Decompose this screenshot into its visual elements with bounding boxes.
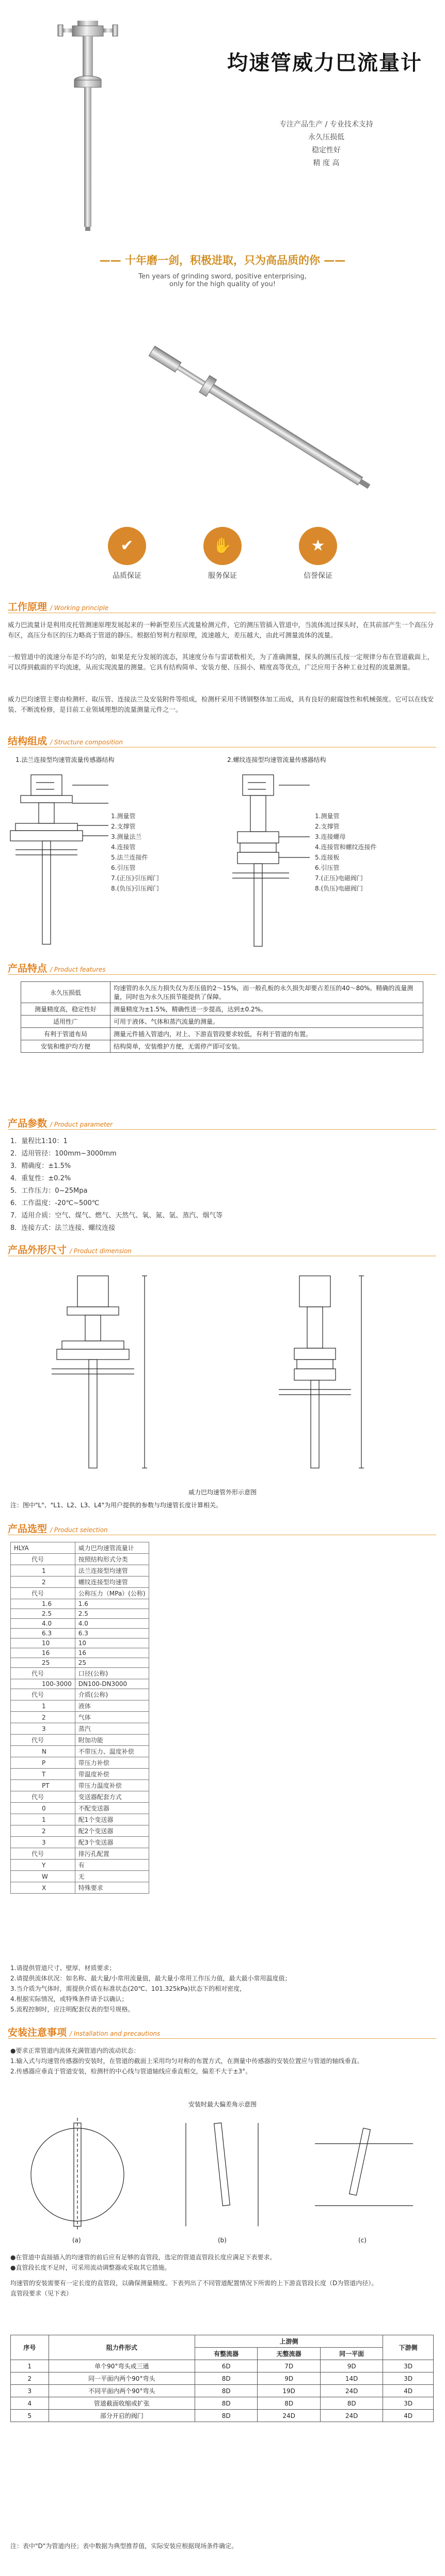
selection-note: 5.流程控制时，应注明配套仪表的型号规格。	[10, 2006, 134, 2013]
table-footnote: 注：表中"D"为管道内径；表中数据为典型推荐值，实际安装应根据现场条件确定。	[10, 2542, 238, 2550]
part-label: 3.连接螺母	[315, 833, 346, 840]
selection-desc: 4.0	[75, 1619, 149, 1629]
install-label-b: (b)	[218, 2237, 227, 2244]
part-label: 7.(正压)电磁阀门	[315, 875, 363, 882]
part-label: 2.支撑管	[315, 823, 340, 830]
selection-row	[11, 1825, 149, 1837]
selection-note: 3.当介质为气体时，需提供介质在标准状态(20℃、101.325kPa)状态下的相对密度，	[10, 1985, 246, 1992]
selection-code: 3	[11, 1723, 75, 1735]
install-intro: ●要求正常管道内流体充满管道内的流动状态：	[10, 2047, 140, 2054]
selection-desc: DN100-DN3000	[75, 1679, 149, 1689]
param-item: 1．量程比1:10：1	[10, 1137, 68, 1145]
install-notes	[10, 2252, 434, 2299]
table-row: 1 单个90°弯头或三通 6D 7D 9D 3D	[11, 2360, 434, 2372]
part-label: 8.(负压)引压阀门	[111, 885, 159, 892]
selection-row	[11, 1648, 149, 1658]
selection-code: HLYA	[11, 1542, 75, 1554]
selection-code: 6.3	[11, 1629, 75, 1638]
part-label: 2.支撑管	[111, 823, 136, 830]
table-row: 有利于管道布局 测量元件插入管道内，对上、下游直管段要求较低，有利于管道的布置。	[21, 1028, 423, 1040]
table-row: 5 部分开启的阀门 8D 24D 24D 4D	[11, 2410, 434, 2422]
selection-code: Y	[11, 1860, 75, 1871]
section-title: 产品外形尺寸	[8, 1244, 67, 1256]
selection-code: 代号	[11, 1735, 75, 1746]
selection-desc: 10	[75, 1638, 149, 1648]
selection-desc: 带压力温度补偿	[75, 1780, 149, 1791]
param-item: 7．适用介质：空气、煤气、燃气、天然气、氧、氮、氩、蒸汽、烟气等	[10, 1212, 223, 1220]
selection-desc: 2.5	[75, 1609, 149, 1619]
selection-desc: 不带压力、温度补偿	[75, 1746, 149, 1757]
install-label-c: (c)	[358, 2237, 367, 2244]
section-install-heading	[8, 2025, 436, 2039]
tagline-2: 永久压损低	[308, 133, 344, 142]
part-label: 7.(正压)引压阀门	[111, 875, 159, 882]
selection-code: 代号	[11, 1689, 75, 1700]
selection-row	[11, 1791, 149, 1803]
selection-desc: 按照结构形式分类	[75, 1554, 149, 1565]
selection-row	[11, 1871, 149, 1882]
selection-desc: 有	[75, 1860, 149, 1871]
selection-code: 3	[11, 1837, 75, 1848]
selection-code: 2	[11, 1825, 75, 1837]
table-row: 有整流器 无整流器 同一平面	[11, 2348, 434, 2360]
selection-row	[11, 1668, 149, 1679]
param-item: 2．适用管径：100mm~3000mm	[10, 1150, 117, 1158]
tagline-1: 专注产品生产 / 专业技术支持	[279, 120, 373, 129]
selection-desc: 介质(公称)	[75, 1689, 149, 1700]
section-title: 安装注意事项	[8, 2027, 67, 2038]
section-title: 产品参数	[8, 1118, 47, 1129]
selection-row	[11, 1689, 149, 1700]
table-row: 4 管道截面收缩或扩张 8D 8D 8D 3D	[11, 2397, 434, 2410]
selection-row	[11, 1780, 149, 1791]
selection-code: 0	[11, 1803, 75, 1814]
install-note: ●在管道中直接插入的均速管的前后应有足够的直管段，选定的管道直管段长度应满足下表要求。	[10, 2254, 276, 2261]
principle-paragraph-1: 威力巴流量计是利用皮托管测速原理发展起来的一种新型差压式流量检测元件，它的测压管插入管道中，当流体流过探头时，在其前部产生一个高压分布区，高压分布区的压力略高于管道的静压。根据伯努利方程原理，流速越大，差压越大，由此可测量流体的流量。	[8, 621, 434, 639]
selection-code: 1	[11, 1700, 75, 1712]
feature-icons	[0, 527, 445, 589]
selection-desc: 配3个变送器	[75, 1837, 149, 1848]
selection-row	[11, 1609, 149, 1619]
selection-code: 代号	[11, 1791, 75, 1803]
selection-desc: 公称压力（MPa）(公称)	[75, 1588, 149, 1599]
selection-desc: 配2个变送器	[75, 1825, 149, 1837]
selection-desc: 附加功能	[75, 1735, 149, 1746]
selection-desc: 带温度补偿	[75, 1769, 149, 1780]
selection-desc: 液体	[75, 1700, 149, 1712]
install-label-a: (a)	[72, 2237, 81, 2244]
selection-row	[11, 1679, 149, 1689]
section-subtitle: / Installation and precautions	[70, 2030, 161, 2037]
selection-code: 代号	[11, 1848, 75, 1860]
selection-code: 16	[11, 1648, 75, 1658]
table-row: 永久压损低 均速管的永久压力损失仅为差压值的2～15%，而一般孔板的永久损失却要占差压的40～80%。精确的流量测量，同时也为永久压损节能提供了保障。	[21, 982, 423, 1003]
shield-icon: ✔	[108, 527, 146, 565]
handshake-icon: ✋	[203, 527, 242, 565]
install-diagrams	[0, 2113, 445, 2237]
table-row: 安装和维护均方便 结构简单，安装维护方便，无需停产即可安装。	[21, 1040, 423, 1053]
param-item: 6．工作温度：-20℃~500℃	[10, 1199, 100, 1207]
selection-code: PT	[11, 1780, 75, 1791]
part-label: 8.(负压)电磁阀门	[315, 885, 363, 892]
selection-code: 1	[11, 1565, 75, 1576]
feature-label-3: 信誉保证	[304, 572, 332, 580]
selection-code: 代号	[11, 1668, 75, 1679]
table-row: 3 不同平面内两个90°弯头 8D 19D 24D 4D	[11, 2385, 434, 2397]
selection-desc: 蒸汽	[75, 1723, 149, 1735]
selection-code: 25	[11, 1658, 75, 1668]
param-item: 3．精确度：±1.5%	[10, 1162, 71, 1170]
selection-row	[11, 1542, 149, 1554]
section-subtitle: / Product selection	[50, 1526, 108, 1534]
install-lower-caption: 直管段要求（见下表）	[10, 2290, 73, 2297]
selection-desc: 配1个变送器	[75, 1814, 149, 1825]
selection-note: 4.根据实际情况，或特殊条件请予以确认；	[10, 1995, 128, 2003]
selection-row	[11, 1746, 149, 1757]
selection-desc: 6.3	[75, 1629, 149, 1638]
product-image-angled	[0, 310, 445, 517]
section-features-heading	[8, 961, 436, 975]
selection-note: 1.请提供管道尺寸、壁厚、材质要求；	[10, 1964, 116, 1972]
selection-desc: 排污孔配置	[75, 1848, 149, 1860]
selection-row	[11, 1565, 149, 1576]
selection-code: 100-3000	[11, 1679, 75, 1689]
section-subtitle: / Working principle	[50, 604, 109, 612]
section-title: 产品特点	[8, 963, 47, 974]
slogan-en-1: Ten years of grinding sword, positive enterprising,	[138, 273, 307, 280]
param-item: 8．连接方式：法兰连接、螺纹连接	[10, 1224, 116, 1232]
selection-row	[11, 1629, 149, 1638]
selection-row	[11, 1735, 149, 1746]
structure-diagrams	[0, 764, 445, 956]
section-title: 工作原理	[8, 601, 47, 613]
install-item: 1.输入式与均速管传感器的安装时，在管道的截面上采用均匀对称的布置方式，在测量中传感器的安装位置应与管道的轴线垂直。	[10, 2057, 363, 2065]
selection-code: 1.6	[11, 1599, 75, 1609]
section-selection-heading	[8, 1521, 436, 1535]
selection-desc: 1.6	[75, 1599, 149, 1609]
selection-row	[11, 1860, 149, 1871]
section-params-heading	[8, 1116, 436, 1130]
selection-code: T	[11, 1769, 75, 1780]
slogan-band	[0, 243, 445, 305]
selection-row	[11, 1848, 149, 1860]
selection-desc: 无	[75, 1871, 149, 1882]
section-subtitle: / Product dimension	[70, 1247, 132, 1255]
part-label: 4.连接管和螺纹连接件	[315, 844, 377, 851]
selection-row	[11, 1700, 149, 1712]
part-label: 4.连接管	[111, 844, 136, 851]
selection-table	[10, 1542, 149, 1894]
table-row: 适用性广 可用于液体、气体和蒸汽流量的测量。	[21, 1016, 423, 1028]
section-structure-heading	[8, 733, 436, 747]
dimension-note: 注：图中"L"、"L1、L2、L3、L4"为用户提供的参数与均速管长度计算相关。	[10, 1502, 223, 1509]
selection-code: 2	[11, 1576, 75, 1588]
selection-row	[11, 1882, 149, 1894]
principle-paragraph-2: 一般管道中的流速分布是不均匀的，如果是充分发展的流态，其速度分布与雷诺数相关，为了准确测量，探头的测压孔按一定规律分布在管道截面上，可以得到截面的平均流速，从而实现流量的测量。它具有结构简单、安装方便、压损小、精度高等优点，广泛应用于各种工业过程的流量测量。	[8, 653, 434, 671]
selection-row	[11, 1757, 149, 1769]
param-item: 5．工作压力：0~25Mpa	[10, 1187, 88, 1195]
part-label: 5.法兰连接件	[111, 854, 148, 861]
selection-code: 代号	[11, 1588, 75, 1599]
selection-desc: 16	[75, 1648, 149, 1658]
selection-row	[11, 1554, 149, 1565]
selection-code: X	[11, 1882, 75, 1894]
install-note: ●直管段长度不足时，可采用流动调整器或采取其它措施。	[10, 2264, 171, 2271]
selection-desc: 威力巴均速管流量计	[75, 1542, 149, 1554]
structure-left-title: 1.法兰连接型均速管流量传感器结构	[15, 756, 115, 763]
install-item: 2.传感器应垂直于管道安装，检测杆的中心线与管道轴线应垂直相交，偏差不大于±3°。	[10, 2068, 252, 2075]
section-principle-heading	[8, 599, 436, 613]
section-title: 产品选型	[8, 1523, 47, 1535]
selection-desc: 螺纹连接型均速管	[75, 1576, 149, 1588]
part-label: 6.引压管	[315, 864, 340, 871]
selection-row	[11, 1712, 149, 1723]
selection-code: 2	[11, 1712, 75, 1723]
feature-label-1: 品质保证	[113, 572, 141, 580]
selection-desc: 不配变送器	[75, 1803, 149, 1814]
medal-icon: ★	[299, 527, 337, 565]
selection-desc: 带压力补偿	[75, 1757, 149, 1769]
selection-row	[11, 1588, 149, 1599]
slogan-zh: —— 十年磨一剑，积极进取，只为高品质的你 ——	[99, 254, 346, 267]
part-label: 1.测量管	[315, 813, 340, 820]
selection-code: 4.0	[11, 1619, 75, 1629]
table-row: 测量精度高，稳定性好 测量精度为±1.5%，精确性进一步提高，达到±0.2%。	[21, 1003, 423, 1016]
install-lower-text: 均速管的安装需要有一定长度的直管段，以确保测量精度。下表列出了不同管道配置情况下所需的上下游直管段长度（D为管道内径）。	[10, 2280, 378, 2287]
structure-right-title: 2.螺纹连接型均速管流量传感器结构	[227, 756, 326, 763]
install-text	[10, 2046, 434, 2077]
selection-note: 2.请提供流体状况：如名称、最大量/小常用流量值，最大量小常用工作压力值，最大最小常用温度值；	[10, 1975, 291, 1982]
section-dimension-heading	[8, 1242, 436, 1256]
selection-code: P	[11, 1757, 75, 1769]
dimension-drawings	[0, 1266, 445, 1482]
selection-row	[11, 1599, 149, 1609]
install-diagram-title: 安装时最大偏差角示意图	[188, 2101, 257, 2108]
selection-notes	[10, 1963, 291, 2015]
principle-paragraph-3: 威力巴均速管主要由检测杆、取压管、连接法兰及安装附件等组成，检测杆采用不锈钢整体加工而成，具有良好的耐腐蚀性和机械强度。它可以在线安装、不断流检修，是目前工业领域理想的流量测量元件之一。	[8, 695, 434, 713]
dimension-caption: 威力巴均速管外形示意图	[188, 1489, 257, 1496]
page-title: 均速管威力巴流量计	[227, 51, 422, 75]
param-item: 4．重复性：±0.2%	[10, 1175, 71, 1182]
selection-code: W	[11, 1871, 75, 1882]
structure-right-parts	[315, 811, 376, 894]
table-row: 2 同一平面内两个90°弯头 8D 9D 14D 3D	[11, 2372, 434, 2385]
selection-row	[11, 1576, 149, 1588]
features-table	[21, 981, 423, 1053]
hero-section	[0, 0, 445, 243]
selection-row	[11, 1619, 149, 1629]
selection-desc: 口径(公称)	[75, 1668, 149, 1679]
part-label: 1.测量管	[111, 813, 136, 820]
selection-code: N	[11, 1746, 75, 1757]
selection-desc: 气体	[75, 1712, 149, 1723]
section-subtitle: / Product parameter	[50, 1121, 113, 1128]
selection-code: 2.5	[11, 1609, 75, 1619]
table-row: 序号 阻力件形式 上游侧 下游侧	[11, 2335, 434, 2348]
selection-row	[11, 1638, 149, 1648]
selection-desc: 变送器配套方式	[75, 1791, 149, 1803]
selection-code: 1	[11, 1814, 75, 1825]
section-title: 结构组成	[8, 736, 47, 747]
flowmeter-angled-illustration	[0, 310, 445, 517]
flowmeter-illustration	[0, 0, 170, 243]
selection-desc: 特殊要求	[75, 1882, 149, 1894]
part-label: 5.连接板	[315, 854, 340, 861]
feature-label-2: 服务保证	[208, 572, 237, 580]
section-subtitle: / Structure composition	[50, 739, 123, 746]
selection-code: 10	[11, 1638, 75, 1648]
selection-row	[11, 1723, 149, 1735]
section-subtitle: / Product features	[50, 966, 106, 973]
tagline-3: 稳定性好	[312, 146, 341, 154]
part-label: 3.测量法兰	[111, 833, 142, 840]
tagline-4: 精 度 高	[313, 159, 340, 167]
structure-left-parts	[111, 811, 159, 894]
hero-product-image	[0, 0, 170, 243]
params-list	[10, 1135, 223, 1235]
selection-row	[11, 1837, 149, 1848]
selection-code: 代号	[11, 1554, 75, 1565]
selection-row	[11, 1658, 149, 1668]
slogan-en-2: only for the high quality of you!	[169, 280, 276, 288]
selection-row	[11, 1814, 149, 1825]
selection-desc: 法兰连接型均速管	[75, 1565, 149, 1576]
selection-row	[11, 1803, 149, 1814]
straight-pipe-table	[10, 2335, 434, 2422]
selection-row	[11, 1769, 149, 1780]
selection-desc: 25	[75, 1658, 149, 1668]
part-label: 6.引压管	[111, 864, 136, 871]
